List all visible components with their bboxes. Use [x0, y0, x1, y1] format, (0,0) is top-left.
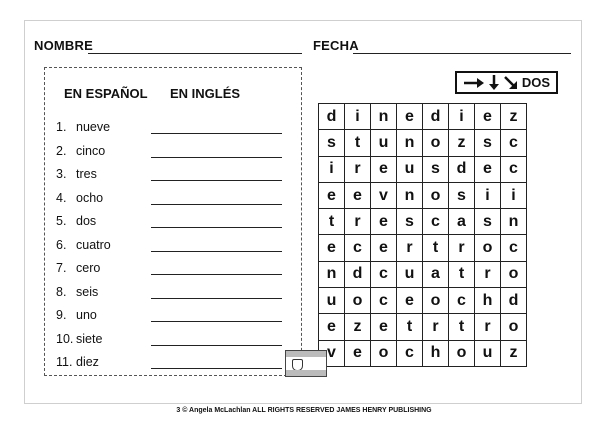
direction-box [455, 71, 558, 94]
vocab-item [56, 285, 98, 301]
grid-row [319, 261, 527, 287]
grid-cell[interactable]: e [371, 314, 397, 340]
grid-cell[interactable]: n [397, 182, 423, 208]
col-spanish-heading: EN ESPAÑOL [64, 86, 148, 101]
grid-cell[interactable]: a [423, 261, 449, 287]
grid-cell[interactable]: i [501, 182, 527, 208]
grid-cell[interactable]: c [449, 288, 475, 314]
grid-cell[interactable]: o [475, 235, 501, 261]
vocab-number: 5. [56, 214, 67, 228]
grid-cell[interactable]: e [397, 288, 423, 314]
answer-line[interactable] [151, 180, 282, 181]
answer-line[interactable] [151, 133, 282, 134]
grid-row [319, 104, 527, 130]
grid-cell[interactable]: e [371, 235, 397, 261]
grid-cell[interactable]: i [449, 104, 475, 130]
grid-cell[interactable]: d [319, 104, 345, 130]
word-search-grid [318, 103, 527, 367]
grid-cell[interactable]: i [319, 156, 345, 182]
grid-cell[interactable]: o [423, 130, 449, 156]
grid-cell[interactable]: d [423, 104, 449, 130]
grid-cell[interactable]: e [319, 235, 345, 261]
grid-row [319, 130, 527, 156]
vocab-number: 2. [56, 143, 67, 158]
copyright-footer: 3 © Angela McLachlan ALL RIGHTS RESERVED JAMES HENRY PUBLISHING [176, 407, 432, 414]
vocab-item [56, 144, 105, 160]
answer-line[interactable] [151, 274, 282, 275]
vocab-item [56, 167, 97, 183]
direction-label: DOS [521, 75, 551, 90]
grid-cell[interactable]: t [449, 314, 475, 340]
grid-cell[interactable]: s [319, 130, 345, 156]
vocab-number: 11. [56, 355, 73, 369]
vocab-number: 6. [56, 237, 67, 252]
answer-line[interactable] [151, 204, 282, 205]
grid-cell[interactable]: d [449, 156, 475, 182]
vocab-item [56, 308, 97, 324]
grid-cell[interactable]: c [397, 340, 423, 366]
grid-cell[interactable]: o [371, 340, 397, 366]
answer-line[interactable] [151, 298, 282, 299]
grid-cell[interactable]: u [319, 288, 345, 314]
grid-cell[interactable]: s [449, 182, 475, 208]
vocab-item [56, 214, 96, 230]
grid-cell[interactable]: i [345, 104, 371, 130]
vocab-word: diez [76, 355, 99, 369]
vocab-number: 1. [56, 120, 67, 134]
vocab-word: seis [76, 284, 99, 299]
grid-cell[interactable]: z [501, 340, 527, 366]
grid-cell[interactable]: c [371, 261, 397, 287]
grid-cell[interactable]: o [449, 340, 475, 366]
vocab-item [56, 191, 103, 207]
grid-cell[interactable]: v [371, 182, 397, 208]
answer-line[interactable] [151, 251, 282, 252]
grid-cell[interactable]: u [397, 156, 423, 182]
grid-cell[interactable]: o [345, 288, 371, 314]
vocab-word: dos [76, 214, 97, 228]
spain-flag-icon [285, 350, 327, 377]
grid-cell[interactable]: c [371, 288, 397, 314]
grid-cell[interactable]: n [501, 209, 527, 235]
grid-cell[interactable]: e [319, 314, 345, 340]
grid-cell[interactable]: e [345, 340, 371, 366]
grid-cell[interactable]: n [319, 261, 345, 287]
grid-cell[interactable]: e [475, 104, 501, 130]
vocab-word: siete [76, 331, 103, 346]
answer-line[interactable] [151, 368, 282, 369]
grid-row [319, 288, 527, 314]
grid-cell[interactable]: r [475, 314, 501, 340]
vocab-word: tres [76, 167, 97, 181]
grid-cell[interactable]: c [423, 209, 449, 235]
grid-cell[interactable]: r [475, 261, 501, 287]
grid-cell[interactable]: n [397, 130, 423, 156]
grid-cell[interactable]: t [449, 261, 475, 287]
arrow-down-icon [488, 74, 500, 91]
vocab-number: 8. [56, 284, 67, 299]
grid-cell[interactable]: r [423, 314, 449, 340]
vocab-word: nueve [76, 120, 111, 134]
grid-cell[interactable]: r [397, 235, 423, 261]
grid-cell[interactable]: s [397, 209, 423, 235]
vocab-word: ocho [76, 190, 104, 205]
grid-row [319, 314, 527, 340]
grid-cell[interactable]: o [501, 314, 527, 340]
vocab-number: 9. [56, 308, 67, 322]
grid-cell[interactable]: s [423, 156, 449, 182]
grid-cell[interactable]: v [319, 340, 345, 366]
grid-cell[interactable]: u [371, 130, 397, 156]
grid-cell[interactable]: s [475, 130, 501, 156]
grid-cell[interactable]: h [475, 288, 501, 314]
grid-row [319, 340, 527, 366]
grid-cell[interactable]: c [501, 130, 527, 156]
grid-cell[interactable]: e [319, 182, 345, 208]
vocab-number: 10. [56, 331, 74, 346]
vocab-word: uno [76, 308, 97, 322]
grid-cell[interactable]: z [449, 130, 475, 156]
grid-cell[interactable]: d [501, 288, 527, 314]
grid-row [319, 209, 527, 235]
grid-cell[interactable]: r [345, 156, 371, 182]
grid-cell[interactable]: z [501, 104, 527, 130]
answer-line[interactable] [151, 345, 282, 346]
vocab-item [56, 261, 100, 277]
grid-cell[interactable]: h [423, 340, 449, 366]
grid-cell[interactable]: u [475, 340, 501, 366]
date-label: FECHA [313, 38, 359, 53]
grid-cell[interactable]: r [345, 209, 371, 235]
grid-row [319, 235, 527, 261]
vocab-item [56, 238, 111, 254]
grid-cell[interactable]: t [397, 314, 423, 340]
name-field-line[interactable] [88, 53, 302, 54]
name-label: NOMBRE [34, 38, 93, 53]
vocab-number: 3. [56, 167, 67, 181]
grid-row [319, 182, 527, 208]
grid-cell[interactable]: z [345, 314, 371, 340]
grid-cell[interactable]: e [371, 156, 397, 182]
vocab-item [56, 355, 99, 371]
vocab-item [56, 120, 110, 136]
grid-cell[interactable]: n [371, 104, 397, 130]
arrow-right-icon [463, 76, 485, 90]
grid-cell[interactable]: d [345, 261, 371, 287]
grid-cell[interactable]: u [397, 261, 423, 287]
grid-cell[interactable]: r [449, 235, 475, 261]
grid-cell[interactable]: o [423, 182, 449, 208]
grid-cell[interactable]: s [475, 209, 501, 235]
grid-row [319, 156, 527, 182]
vocab-word: cinco [76, 143, 106, 158]
grid-cell[interactable]: c [501, 156, 527, 182]
answer-line[interactable] [151, 227, 282, 228]
vocab-number: 7. [56, 261, 67, 275]
grid-cell[interactable]: a [449, 209, 475, 235]
vocab-item [56, 332, 102, 348]
grid-cell[interactable]: t [319, 209, 345, 235]
grid-cell[interactable]: e [397, 104, 423, 130]
grid-cell[interactable]: o [501, 261, 527, 287]
grid-cell[interactable]: e [475, 156, 501, 182]
vocab-word: cero [76, 261, 101, 275]
vocab-number: 4. [56, 190, 67, 205]
answer-line[interactable] [151, 157, 282, 158]
arrow-diagonal-icon [503, 75, 519, 91]
grid-cell[interactable]: e [345, 182, 371, 208]
grid-cell[interactable]: c [501, 235, 527, 261]
col-english-heading: EN INGLÉS [170, 86, 241, 101]
grid-cell[interactable]: o [423, 288, 449, 314]
date-field-line[interactable] [353, 53, 571, 54]
vocab-word: cuatro [76, 237, 111, 252]
grid-cell[interactable]: c [345, 235, 371, 261]
answer-line[interactable] [151, 321, 282, 322]
grid-cell[interactable]: t [345, 130, 371, 156]
grid-cell[interactable]: i [475, 182, 501, 208]
grid-cell[interactable]: e [371, 209, 397, 235]
grid-cell[interactable]: t [423, 235, 449, 261]
